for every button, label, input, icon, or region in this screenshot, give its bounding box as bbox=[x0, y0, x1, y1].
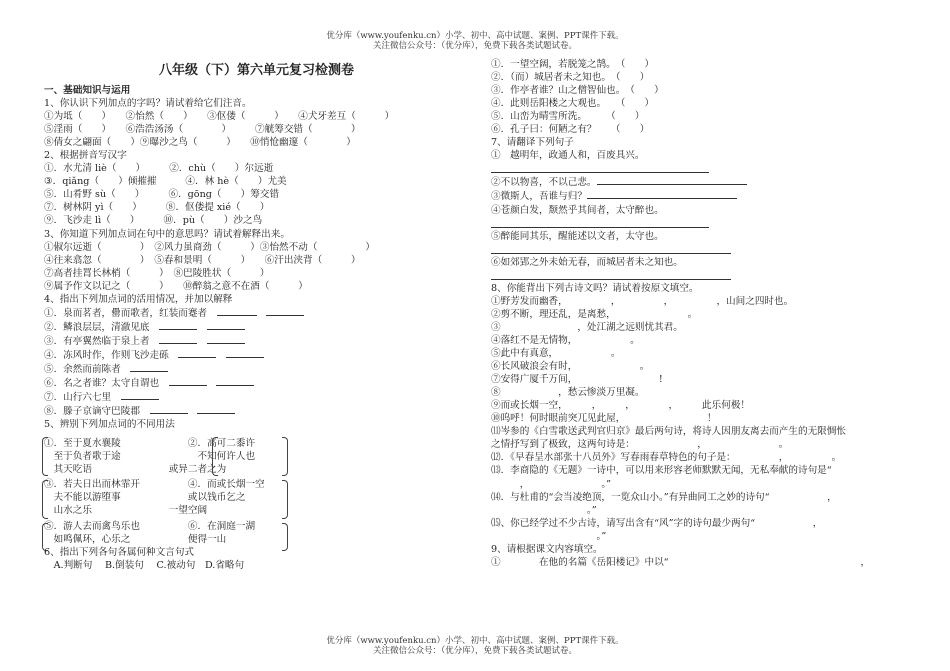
answer-line[interactable] bbox=[491, 243, 921, 256]
header-line-1: 优分库（www.youfenku.cn）小学、初中、高中试题、案例、PPT课件下载。 bbox=[326, 31, 624, 41]
question-1-row: ⑧倩女之翩面（ ）⑨曝沙之鸟（ ） ⑩悄怆幽邃（ ） bbox=[44, 137, 356, 149]
question-4-item: ③．有亭翼然临于泉上者 bbox=[44, 334, 469, 348]
question-7-item: ③微斯人，吾谁与归？ bbox=[491, 189, 921, 203]
answer-blank[interactable] bbox=[587, 189, 737, 199]
question-5-row: 如鸣佩环，心乐之 便得一山 bbox=[44, 533, 227, 545]
question-6-item: ④．此则岳阳楼之大观也。 （ ） bbox=[491, 98, 655, 110]
left-brace bbox=[212, 437, 218, 476]
question-9-prompt: 9、请根据课文内容填空。 bbox=[491, 543, 603, 555]
answer-line[interactable] bbox=[491, 217, 921, 230]
left-brace bbox=[42, 480, 48, 519]
footer-line-1: 优分库（www.youfenku.cn）小学、初中、高中试题、案例、PPT课件下载。 bbox=[326, 636, 624, 646]
question-8-item: 。” bbox=[491, 504, 597, 516]
question-4-prompt: 4、指出下列加点词的活用情况，并加以解释 bbox=[44, 293, 233, 305]
question-7-prompt: 7、请翻译下列句子 bbox=[491, 137, 574, 149]
section-heading: 一、基础知识与运用 bbox=[44, 85, 131, 96]
question-3-row: ④往来翕忽（ ） ⑤春和景明（ ） ⑥汗出浃背（ ） bbox=[44, 254, 361, 266]
question-2-row: ①．水尤清 liè（ ） ②．chù（ ）尔远逝 bbox=[44, 163, 274, 175]
question-3-row: ①俶尔远逝（ ） ②风力虽商劲（ ）③怡然不动（ ） bbox=[44, 241, 375, 253]
answer-blank[interactable] bbox=[226, 348, 264, 358]
answer-blank[interactable] bbox=[159, 334, 197, 344]
question-8-item: ⑥长风破浪会有时， 。 bbox=[491, 361, 650, 373]
answer-blank[interactable] bbox=[178, 348, 216, 358]
question-8-item: ⑨而或长烟一空， ， ， ， 此乐何极！ bbox=[491, 400, 751, 412]
question-8-item: ⑤此中有真意， 。 bbox=[491, 348, 621, 360]
question-6-item: ②．（而）城居者未之知也。 （ ） bbox=[491, 72, 650, 84]
question-3-row: ⑨属予作文以记之（ ） ⑩醉翁之意不在酒（ ） bbox=[44, 280, 308, 292]
question-4-item: ⑥．名之者谁？太守自谓也 bbox=[44, 376, 469, 390]
exam-title: 八年级（下）第六单元复习检测卷 bbox=[158, 63, 354, 78]
right-column bbox=[491, 58, 921, 569]
question-8-item: ④落红不是无情物， 。 bbox=[491, 334, 640, 346]
question-8-item: ⑩呜呼！何时眼前突兀见此屋， ！ bbox=[491, 413, 717, 425]
right-brace bbox=[282, 480, 288, 519]
question-8-prompt: 8、你能背出下列古诗文吗？请试着按原文填空。 bbox=[491, 282, 699, 294]
question-3-row: ⑦高者挂罥长林梢（ ） ⑧巴陵胜状（ ） bbox=[44, 267, 270, 279]
question-8-item: 。” bbox=[491, 530, 607, 542]
left-column bbox=[44, 58, 469, 572]
question-8-item: ⒂、你已经学过不少古诗，请写出含有“风”字的诗句最少两句“ ， bbox=[491, 517, 823, 529]
question-1-row: ①为坻（ ） ②怡然（ ） ③伛偻（ ） ④犬牙差互（ ） bbox=[44, 111, 395, 123]
question-5-group bbox=[44, 437, 469, 545]
question-4-item: ④．冻风时作，作则飞沙走砾 bbox=[44, 348, 469, 362]
question-7-item: ④苍颜白发，颓然乎其间者，太守醉也。 bbox=[491, 204, 664, 216]
question-7-item: ⑥如郊郢之外未始无春，而城居者未之知也。 bbox=[491, 256, 683, 268]
question-5-row: ⑤．游人去而禽鸟乐也 ⑥．在洞庭一湖 bbox=[44, 520, 256, 532]
question-8-item: ③ ，处江湖之远则忧其君。 bbox=[491, 321, 683, 333]
question-4-item: ①．泉而茗者，罍而歌者，红装而蹇者 bbox=[44, 306, 469, 320]
question-8-item: ⒁．与杜甫的“会当凌绝顶，一览众山小。”有异曲同工之妙的诗句“ ， bbox=[491, 491, 837, 503]
question-6-item: ⑤．山峦为晴雪所洗。 （ ） bbox=[491, 111, 645, 123]
answer-blank[interactable] bbox=[169, 376, 207, 386]
left-brace bbox=[42, 437, 48, 476]
right-brace bbox=[282, 437, 288, 476]
answer-blank[interactable] bbox=[216, 376, 254, 386]
question-7-item: ① 越明年，政通人和，百废具兴。 bbox=[491, 150, 645, 162]
question-2-row: ⑤．山肴野 sù（ ） ⑥．gōng（ ）筹交错 bbox=[44, 189, 280, 201]
answer-blank[interactable] bbox=[207, 334, 245, 344]
answer-line[interactable] bbox=[491, 162, 921, 175]
page-header bbox=[0, 31, 950, 51]
question-1-row: ⑤淫雨（ ） ⑥浩浩汤汤（ ） ⑦觥筹交错（ ） bbox=[44, 124, 361, 136]
question-8-item: ①野芳发而幽香， ， ， ，山间之四时也。 bbox=[491, 295, 794, 307]
answer-blank[interactable] bbox=[197, 404, 235, 414]
question-8-item: ⑦安得广厦千万间， ! bbox=[491, 374, 663, 386]
question-2-prompt: 2、根据拼音写汉字 bbox=[44, 150, 127, 162]
page-footer bbox=[0, 636, 950, 656]
question-5-row: 山水之乐 一望空阔 bbox=[44, 505, 208, 517]
question-4-item: ⑤．余然而前陈者 bbox=[44, 362, 469, 376]
question-9-item: ① 在他的名篇《岳阳楼记》中以“ ， bbox=[491, 556, 871, 568]
answer-blank[interactable] bbox=[159, 320, 197, 330]
question-6-item: ③．作亭者谁？山之僧智仙也。 （ ） bbox=[491, 85, 664, 97]
answer-blank[interactable] bbox=[207, 320, 245, 330]
answer-blank[interactable] bbox=[121, 390, 159, 400]
question-6-options: A.判断句 B.倒装句 C.被动句 D.省略句 bbox=[44, 559, 245, 571]
question-5-row: 其天吃语 或异二者之为 bbox=[44, 464, 227, 476]
question-6-item: ⑥．孔子曰：何陋之有？ （ ） bbox=[491, 124, 650, 136]
question-7-item: ⑤醉能同其乐，醒能述以文者，太守也。 bbox=[491, 230, 664, 242]
answer-blank[interactable] bbox=[150, 404, 188, 414]
question-4-item: ⑧．滕子京谪守巴陵郡 bbox=[44, 404, 469, 418]
question-6-item: ①．一望空阔，若脱笼之鹄。 （ ） bbox=[491, 59, 655, 70]
question-5-prompt: 5、辨别下列加点词的不同用法 bbox=[44, 419, 175, 431]
answer-blank[interactable] bbox=[266, 306, 304, 316]
question-4-item: ②．鳞浪层层，清澈见底 bbox=[44, 320, 469, 334]
question-6-prompt: 6、指出下列各句各属何种文言句式 bbox=[44, 546, 195, 558]
question-5-row: ①．至于夏水襄陵 ②．高可二黍许 bbox=[44, 438, 256, 450]
question-5-row: ③．若夫日出而林霏开 ④．而或长烟一空 bbox=[44, 479, 265, 491]
answer-blank[interactable] bbox=[130, 362, 168, 372]
question-7-item: ②不以物喜，不以己悲。 bbox=[491, 175, 921, 189]
question-8-item: ， 。” bbox=[491, 478, 612, 490]
answer-line[interactable] bbox=[491, 269, 921, 282]
header-line-2: 关注微信公众号：（优分库），免费下载各类试题试卷。 bbox=[372, 41, 577, 51]
question-8-item: ⑾岑参的《白雪歌送武判官归京》最后两句诗，将诗人因朋友离去而产生的无限惆怅 bbox=[491, 426, 846, 438]
answer-blank[interactable] bbox=[217, 306, 257, 316]
question-3-prompt: 3、你知道下列加点词在句中的意思吗？请试着解释出来。 bbox=[44, 228, 290, 240]
question-5-row: 至于负者歌于途 不知何许人也 bbox=[44, 451, 256, 463]
question-4-item: ⑦．山行六七里 bbox=[44, 390, 469, 404]
question-8-item: 之情抒写到了极致，这两句诗是： ， 。 bbox=[491, 439, 789, 451]
footer-line-2: 关注微信公众号：（优分库），免费下载各类试题试卷。 bbox=[372, 646, 577, 656]
question-2-row: ⑨．飞沙走 lì（ ） ⑩．pù（ ）沙之鸟 bbox=[44, 215, 263, 227]
question-2-row: ③．qiǎng（ ）倾摧摧 ④．林 hè（ ）尤美 bbox=[44, 176, 287, 188]
question-5-row: 夫不能以游堕事 或以钱币乞之 bbox=[44, 492, 246, 504]
question-1-prompt: 1、你认识下列加点的字吗？请试着给它们注音。 bbox=[44, 98, 252, 110]
answer-blank[interactable] bbox=[597, 175, 747, 185]
question-2-row: ⑦．树林阴 yì（ ） ⑧．伛偻提 xié（ ） bbox=[44, 202, 270, 214]
question-8-item: ⒀．李商隐的《无题》一诗中，可以用来形容老师默默无闻，无私奉献的诗句是“ bbox=[491, 465, 832, 477]
question-8-item: ②剪不断，理还乱，是离愁， 。 bbox=[491, 308, 698, 320]
question-8-item: ⑧ ，愁云惨淡万里凝。 bbox=[491, 387, 645, 399]
question-8-item: ⑿．《早春呈水部张十八员外》写春雨春草特色的句子是： ， 。 bbox=[491, 452, 842, 464]
